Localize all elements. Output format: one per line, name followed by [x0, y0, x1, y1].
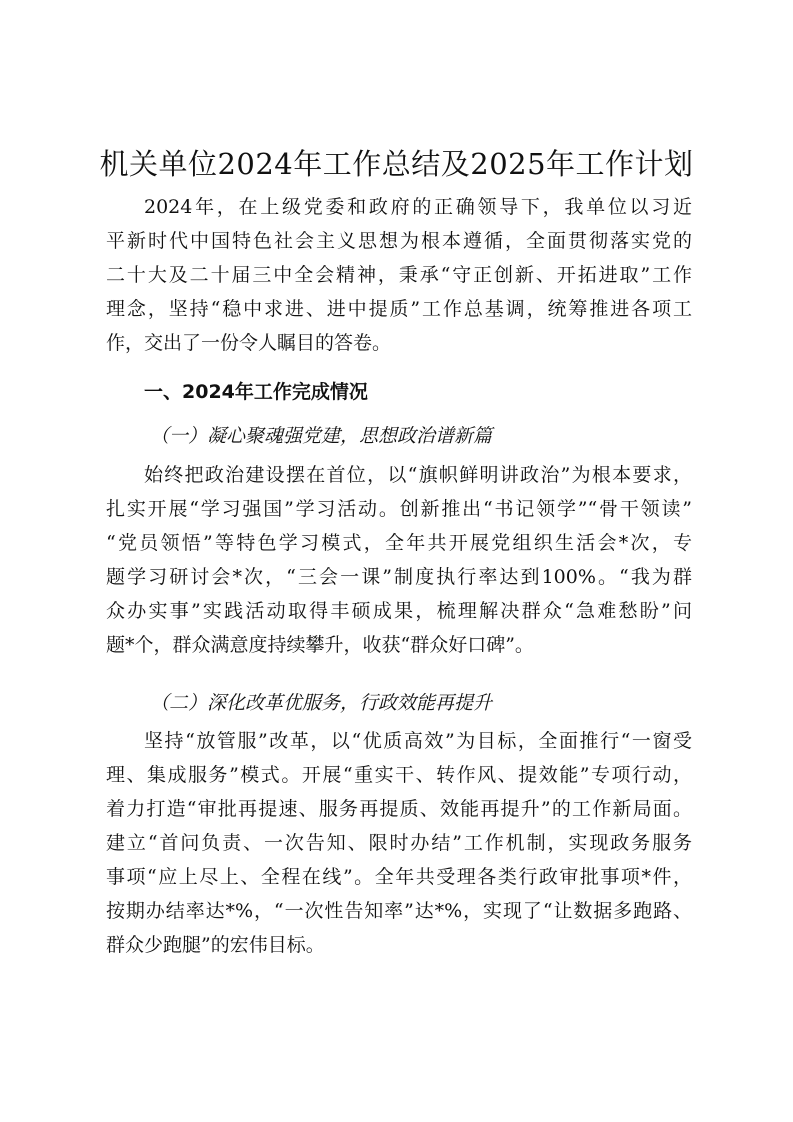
subsection-heading-2: （二）深化改革优服务，行政效能再提升	[150, 692, 493, 714]
intro-line: 作，交出了一份令人瞩目的答卷。	[106, 332, 392, 354]
body-line: 事项“应上尽上、全程在线”。全年共受理各类行政审批事项*件，	[106, 866, 692, 888]
body-line: 题学习研讨会*次，“三会一课”制度执行率达到100%。“我为群	[106, 566, 692, 588]
subsection-2-paragraph	[106, 724, 692, 962]
document-title: 机关单位2024年工作总结及2025年工作计划	[99, 147, 694, 181]
body-line: 建立“首问负责、一次告知、限时办结”工作机制，实现政务服务	[106, 832, 692, 854]
intro-line: 平新时代中国特色社会主义思想为根本遵循，全面贯彻落实党的	[106, 230, 692, 252]
body-line: 群众少跑腿”的宏伟目标。	[106, 934, 325, 956]
subsection-1-paragraph	[106, 458, 692, 662]
body-line: 始终把政治建设摆在首位，以“旗帜鲜明讲政治”为根本要求，	[144, 464, 692, 486]
subsection-heading-1: （一）凝心聚魂强党建，思想政治谱新篇	[150, 425, 493, 447]
intro-line: 理念，坚持“稳中求进、进中提质”工作总基调，统筹推进各项工	[106, 298, 692, 320]
body-line: 扎实开展“学习强国”学习活动。创新推出“书记领学”“骨干领读”	[106, 498, 692, 520]
body-line: 着力打造“审批再提速、服务再提质、效能再提升”的工作新局面。	[106, 798, 692, 820]
body-line: 坚持“放管服”改革，以“优质高效”为目标，全面推行“一窗受	[144, 730, 692, 752]
intro-line: 2024年，在上级党委和政府的正确领导下，我单位以习近	[144, 196, 692, 218]
section-heading-1: 一、2024年工作完成情况	[144, 381, 368, 403]
intro-line: 二十大及二十届三中全会精神，秉承“守正创新、开拓进取”工作	[106, 264, 692, 286]
body-line: 按期办结率达*%，“一次性告知率”达*%，实现了“让数据多跑路、	[106, 900, 692, 922]
body-line: “党员领悟”等特色学习模式，全年共开展党组织生活会*次，专	[106, 532, 692, 554]
body-line: 众办实事”实践活动取得丰硕成果，梳理解决群众“急难愁盼”问	[106, 600, 692, 622]
body-line: 理、集成服务”模式。开展“重实干、转作风、提效能”专项行动，	[106, 764, 692, 786]
body-line: 题*个，群众满意度持续攀升，收获“群众好口碑”。	[106, 634, 534, 656]
intro-paragraph	[106, 190, 692, 360]
